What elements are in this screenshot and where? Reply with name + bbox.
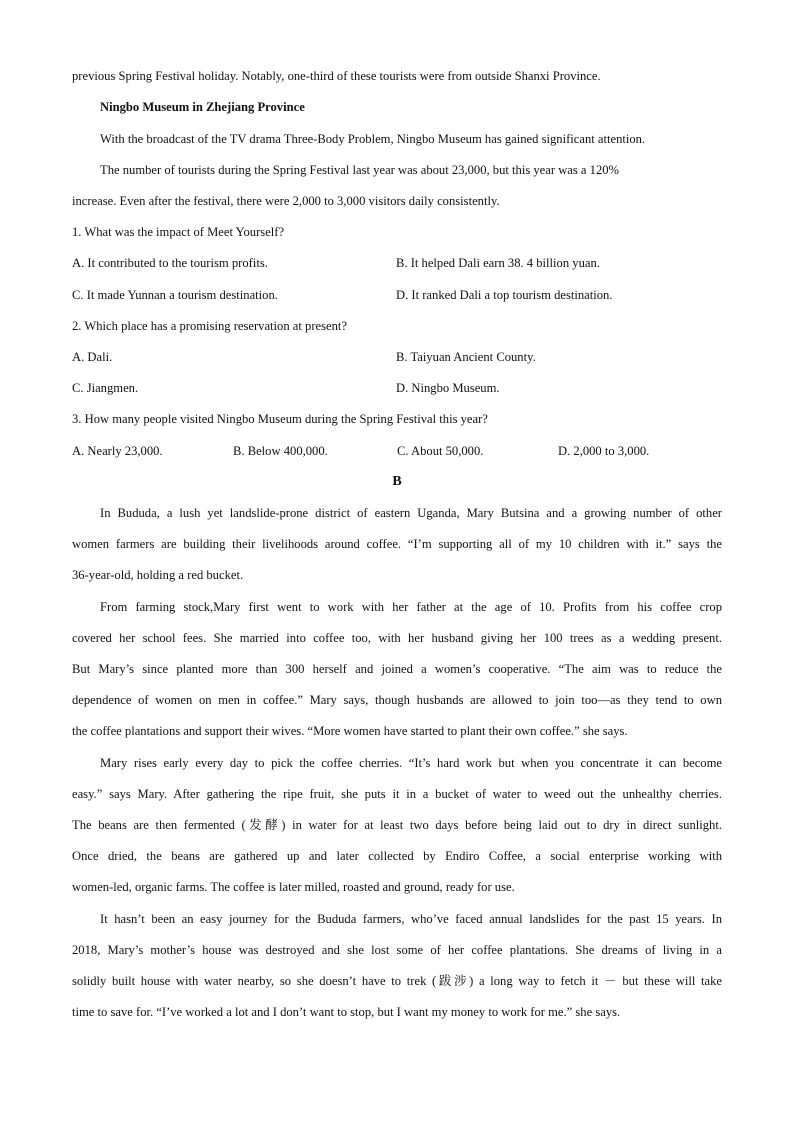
question-stem: 3. How many people visited Ningbo Museum during the Spring Festival this year? bbox=[72, 412, 488, 426]
option-b: B. It helped Dali earn 38. 4 billion yuan. bbox=[396, 256, 600, 270]
passage-b-line: women farmers are building their livelihoods around coffee. “I’m supporting all of my 10 children with it.” says the bbox=[72, 537, 722, 551]
option-a: A. Dali. bbox=[72, 350, 113, 364]
option-c: C. It made Yunnan a tourism destination. bbox=[72, 288, 278, 302]
option-row bbox=[72, 441, 722, 461]
option-d: D. It ranked Dali a top tourism destination. bbox=[396, 288, 613, 302]
passage-b-line: The beans are then fermented (发酵) in water for at least two days before being laid out to dry in direct sunlight. bbox=[72, 818, 722, 832]
option-d: D. 2,000 to 3,000. bbox=[558, 444, 650, 458]
passage-a-line: previous Spring Festival holiday. Notably, one-third of these tourists were from outside Shanxi Province. bbox=[72, 69, 601, 83]
option-d: D. Ningbo Museum. bbox=[396, 381, 500, 395]
passage-b-line: solidly built house with water nearby, so she doesn’t have to trek (跋涉) a long way to fetch it － but these will take bbox=[72, 974, 722, 988]
passage-b-line: In Bududa, a lush yet landslide-prone district of eastern Uganda, Mary Butsina and a growing number of other bbox=[100, 506, 722, 520]
option-row bbox=[72, 253, 722, 273]
passage-b-line: dependence of women on men in coffee.” Mary says, though husbands are allowed to join too—as they tend to own bbox=[72, 693, 722, 707]
passage-b-line: 36-year-old, holding a red bucket. bbox=[72, 568, 244, 582]
section-title: B bbox=[392, 474, 402, 489]
passage-b-line: But Mary’s since planted more than 300 herself and joined a women’s cooperative. “The aim was to reduce the bbox=[72, 662, 722, 676]
passage-b-line: covered her school fees. She married into coffee too, with her husband giving her 100 trees as a wedding present. bbox=[72, 631, 722, 645]
passage-b-line: women-led, organic farms. The coffee is later milled, roasted and ground, ready for use. bbox=[72, 880, 515, 894]
option-c: C. About 50,000. bbox=[397, 444, 484, 458]
passage-b-line: From farming stock,Mary first went to work with her father at the age of 10. Profits from his coffee crop bbox=[100, 600, 722, 614]
passage-b-line: Once dried, the beans are gathered up and later collected by Endiro Coffee, a social enterprise working with bbox=[72, 849, 722, 863]
option-row bbox=[72, 378, 722, 398]
passage-a-paragraph: With the broadcast of the TV drama Three-Body Problem, Ningbo Museum has gained significant attention. bbox=[100, 132, 646, 146]
passage-b-line: Mary rises early every day to pick the coffee cherries. “It’s hard work but when you concentrate it can become bbox=[100, 756, 722, 770]
question-stem: 1. What was the impact of Meet Yourself? bbox=[72, 225, 285, 239]
passage-b-line: easy.” says Mary. After gathering the ripe fruit, she puts it in a bucket of water to weed out the unhealthy cherries. bbox=[72, 787, 722, 801]
passage-b-line: It hasn’t been an easy journey for the Bududa farmers, who’ve faced annual landslides for the past 15 years. In bbox=[100, 912, 722, 926]
option-c: C. Jiangmen. bbox=[72, 381, 139, 395]
option-row bbox=[72, 347, 722, 367]
passage-a-paragraph: The number of tourists during the Spring Festival last year was about 23,000, but this year was a 120% bbox=[100, 163, 620, 177]
option-row bbox=[72, 285, 722, 305]
option-b: B. Below 400,000. bbox=[233, 444, 328, 458]
option-a: A. Nearly 23,000. bbox=[72, 444, 163, 458]
question-stem: 2. Which place has a promising reservation at present? bbox=[72, 319, 347, 333]
passage-b-line: time to save for. “I’ve worked a lot and I don’t want to stop, but I want my money to work for me.” she says. bbox=[72, 1005, 621, 1019]
option-b: B. Taiyuan Ancient County. bbox=[396, 350, 536, 364]
section-heading: Ningbo Museum in Zhejiang Province bbox=[100, 100, 305, 114]
option-a: A. It contributed to the tourism profits. bbox=[72, 256, 268, 270]
passage-a-line: increase. Even after the festival, there were 2,000 to 3,000 visitors daily consistently. bbox=[72, 194, 500, 208]
passage-b-line: the coffee plantations and support their wives. “More women have started to plant their own coffee.” she says. bbox=[72, 724, 628, 738]
passage-b-line: 2018, Mary’s mother’s house was destroyed and she lost some of her coffee plantations. She dreams of living in a bbox=[72, 943, 722, 957]
